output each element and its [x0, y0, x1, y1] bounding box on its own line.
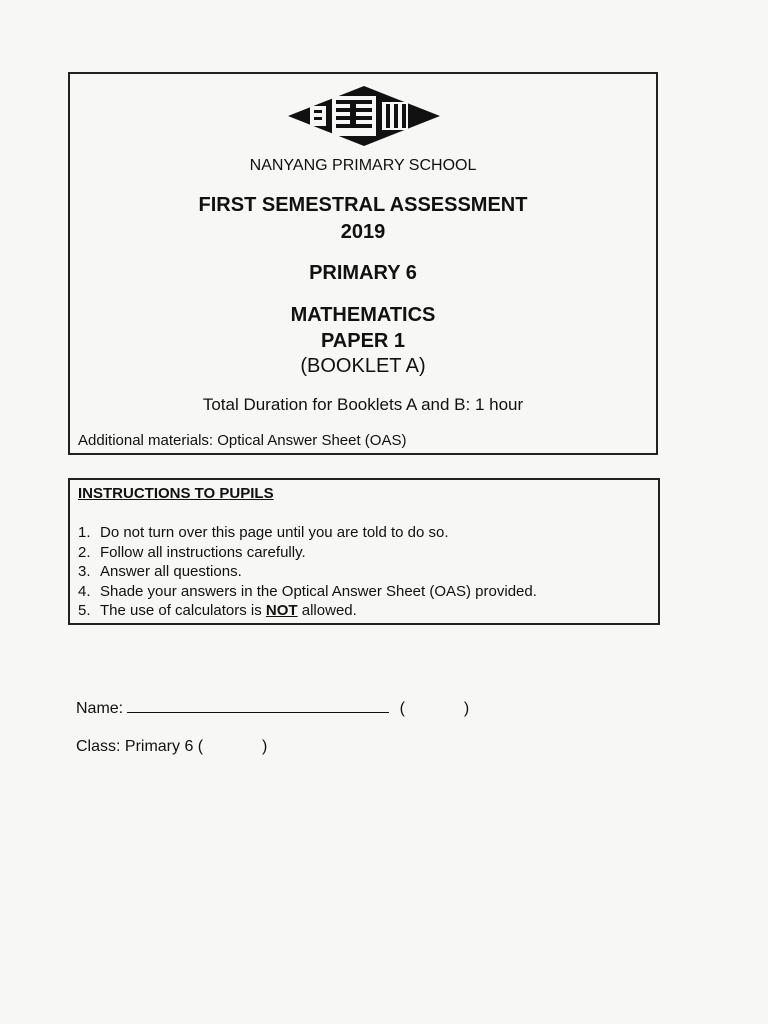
class-row [76, 738, 267, 756]
name-label: Name: [76, 700, 124, 717]
class-close-paren: ) [262, 738, 268, 755]
instruction-item: 2. Follow all instructions carefully. [78, 543, 306, 561]
additional-materials: Additional materials: Optical Answer Sheet (OAS) [78, 432, 407, 449]
register-open-paren: ( [399, 700, 405, 717]
instruction-item: 1. Do not turn over this page until you are told to do so. [78, 524, 449, 541]
register-close-paren: ) [463, 700, 470, 717]
exam-duration: Total Duration for Booklets A and B: 1 hour [202, 395, 524, 414]
exam-level: PRIMARY 6 [309, 262, 417, 284]
name-row [76, 698, 469, 718]
exam-subject: MATHEMATICS [290, 304, 436, 326]
instruction-item: 4. Shade your answers in the Optical Answer Sheet (OAS) provided. [78, 582, 537, 600]
exam-paper: PAPER 1 [320, 330, 406, 352]
exam-year: 2019 [340, 221, 386, 243]
instructions-list [78, 523, 537, 621]
cover-box [68, 72, 658, 455]
not-emphasis: NOT [265, 602, 298, 619]
class-label: Class: Primary 6 ( [76, 738, 204, 755]
school-name: NANYANG PRIMARY SCHOOL [249, 157, 477, 174]
school-crest-icon [288, 86, 440, 146]
instruction-item: 5. The use of calculators is NOT allowed. [78, 602, 357, 619]
exam-booklet: (BOOKLET A) [300, 355, 426, 377]
name-field[interactable] [127, 698, 389, 713]
instructions-heading: INSTRUCTIONS TO PUPILS [78, 485, 274, 502]
instructions-box [68, 478, 660, 625]
exam-title: FIRST SEMESTRAL ASSESSMENT [198, 194, 528, 216]
instruction-item: 3. Answer all questions. [78, 563, 242, 580]
